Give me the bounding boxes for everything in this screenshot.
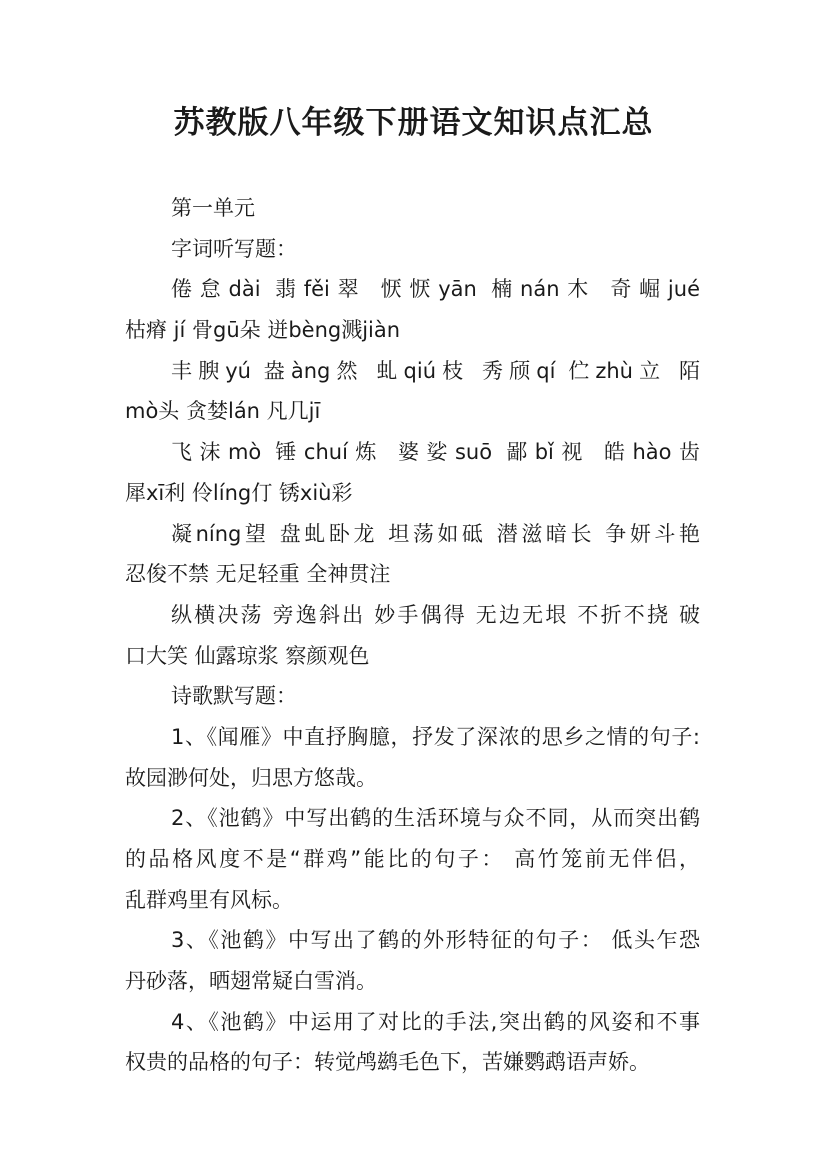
- vocab-line: 犀xī利 伶líng仃 锈xiù彩: [125, 480, 353, 505]
- poetry-item: 丹砂落，晒翅常疑白雪消。: [125, 969, 377, 994]
- poetry-item: 故园渺何处，归思方悠哉。: [125, 765, 377, 790]
- vocab-line: mò头 贪婪lán 凡几jī: [125, 399, 321, 424]
- poetry-item: 3、《池鹤》中写出了鹤的外形特征的句子： 低头乍恐: [171, 928, 700, 953]
- vocab-line: 飞沫mò 锤chuí炼 婆娑suō 鄙bǐ视 皓hào齿: [171, 440, 700, 465]
- vocab-line: 枯瘠 jí 骨gū朵 迸bèng溅jiàn: [125, 318, 401, 343]
- unit-heading: 第一单元: [171, 196, 255, 220]
- poetry-item: 4、《池鹤》中运用了对比的手法,突出鹤的风姿和不事: [171, 1009, 700, 1034]
- vocab-line: 丰腴yú 盎àng然 虬qiú枝 秀颀qí 伫zhù立 陌: [171, 358, 700, 383]
- vocab-line: 倦怠dài 翡fěi翠 恹恹yān 楠nán木 奇崛jué: [171, 277, 700, 302]
- idiom-line: 纵横决荡 旁逸斜出 妙手偶得 无边无垠 不折不挠 破: [171, 602, 700, 627]
- poetry-item: 乱群鸡里有风标。: [125, 887, 293, 912]
- poetry-item: 1、《闻雁》中直抒胸臆，抒发了深浓的思乡之情的句子:: [171, 724, 700, 749]
- poetry-item: 的品格风度不是“群鸡”能比的句子： 高竹笼前无伴侣，: [125, 847, 700, 871]
- poetry-item: 2、《池鹤》中写出鹤的生活环境与众不同，从而突出鹤: [171, 806, 700, 831]
- idiom-line: 凝níng望 盘虬卧龙 坦荡如砥 潜滋暗长 争妍斗艳: [171, 521, 700, 546]
- document-title: 苏教版八年级下册语文知识点汇总: [173, 105, 654, 141]
- document-body: [125, 188, 700, 1083]
- idiom-line: 忍俊不禁 无足轻重 全神贯注: [125, 562, 391, 587]
- section-heading-poetry: 诗歌默写题：: [171, 684, 297, 709]
- idiom-line: 口大笑 仙露琼浆 察颜观色: [125, 643, 370, 668]
- poetry-item: 权贵的品格的句子：转觉鸬鹚毛色下，苦嫌鹦鹉语声娇。: [125, 1050, 650, 1075]
- section-heading-vocabulary: 字词听写题：: [171, 236, 297, 261]
